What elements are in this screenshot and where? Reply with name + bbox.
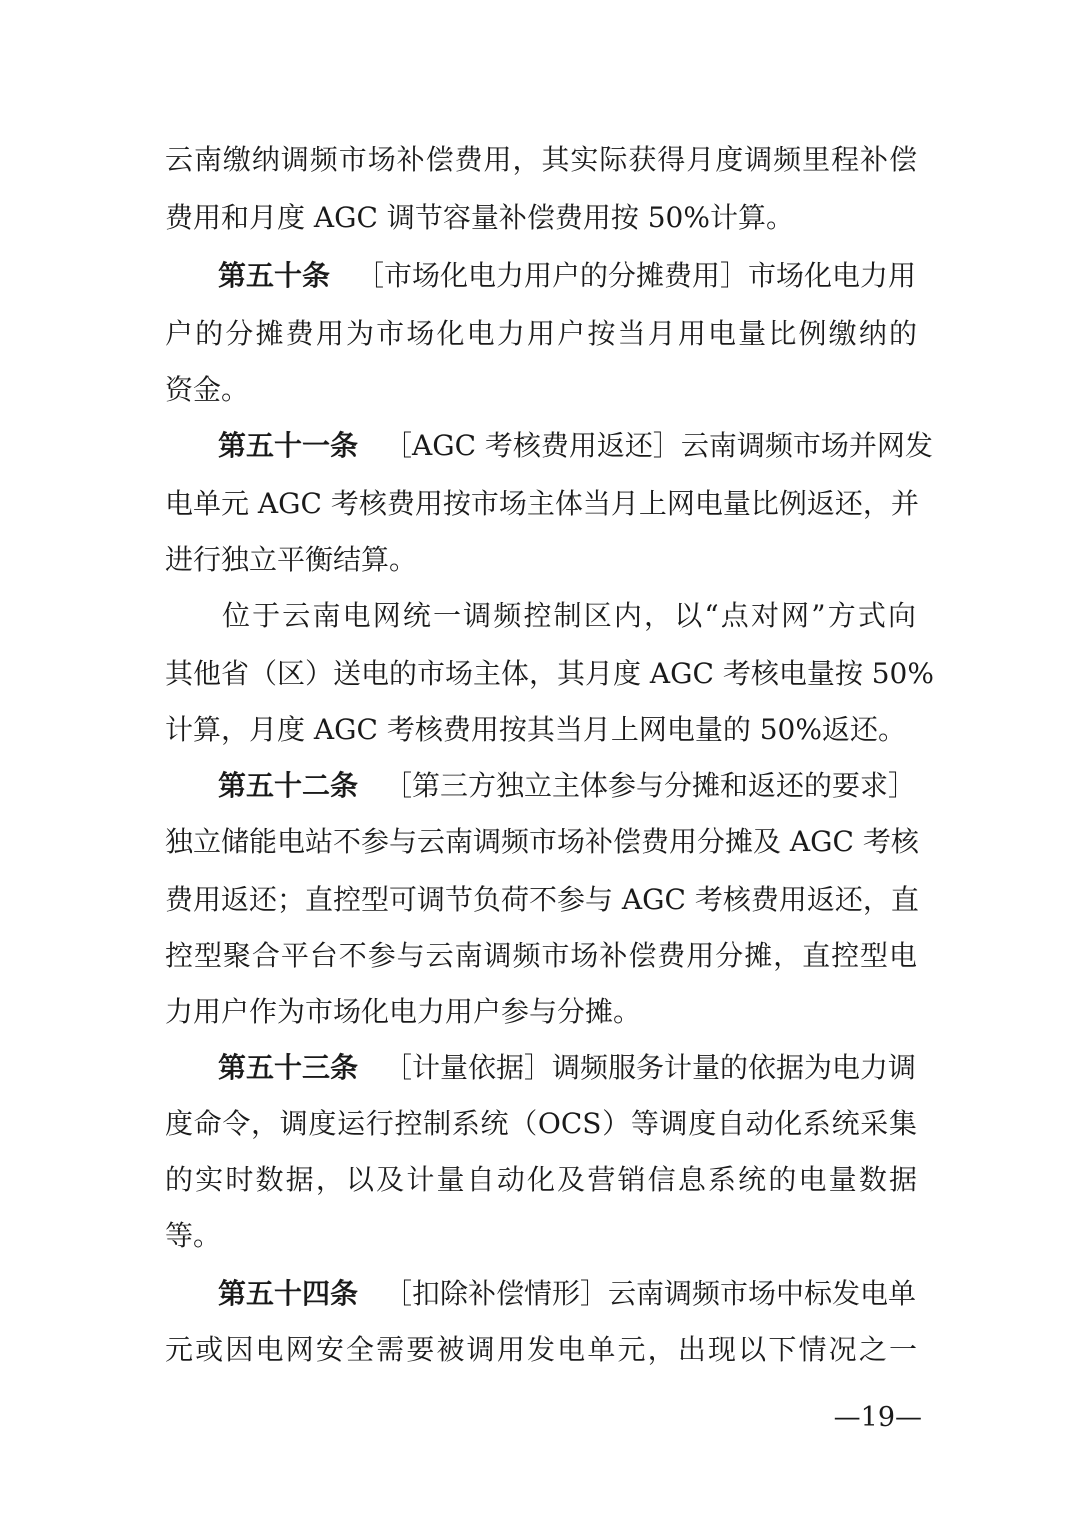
paragraph-line: 其他省（区）送电的市场主体，其月度 AGC 考核电量按 50% <box>165 657 934 690</box>
article-50-heading: 第五十条 ［市场化电力用户的分摊费用］市场化电力用 <box>218 259 917 292</box>
paragraph-line: 费用返还；直控型可调节负荷不参与 AGC 考核费用返还，直 <box>165 883 919 916</box>
page-number: —19— <box>833 1402 922 1433</box>
article-number: 第五十三条 <box>218 1051 359 1084</box>
article-53-heading: 第五十三条 ［计量依据］调频服务计量的依据为电力调 <box>218 1051 917 1084</box>
paragraph-line: 等。 <box>165 1219 222 1252</box>
article-number: 第五十一条 <box>218 429 359 462</box>
paragraph-line: 独立储能电站不参与云南调频市场补偿费用分摊及 AGC 考核 <box>165 825 919 858</box>
paragraph-line: 的实时数据，以及计量自动化及营销信息系统的电量数据 <box>165 1163 917 1196</box>
paragraph-line: 度命令，调度运行控制系统（OCS）等调度自动化系统采集 <box>165 1107 917 1140</box>
article-number: 第五十四条 <box>218 1277 359 1310</box>
paragraph-line: 位于云南电网统一调频控制区内，以“点对网”方式向 <box>222 599 916 632</box>
paragraph-line: 元或因电网安全需要被调用发电单元，出现以下情况之一 <box>165 1333 917 1366</box>
paragraph-line: 户的分摊费用为市场化电力用户按当月用电量比例缴纳的 <box>165 317 917 350</box>
paragraph-line: 力用户作为市场化电力用户参与分摊。 <box>165 995 642 1028</box>
article-52-heading: 第五十二条 ［第三方独立主体参与分摊和返还的要求］ <box>218 769 917 802</box>
article-54-heading: 第五十四条 ［扣除补偿情形］云南调频市场中标发电单 <box>218 1277 917 1310</box>
paragraph-line: 费用和月度 AGC 调节容量补偿费用按 50%计算。 <box>165 201 794 234</box>
paragraph-line: 云南缴纳调频市场补偿费用，其实际获得月度调频里程补偿 <box>165 143 917 176</box>
paragraph-line: 资金。 <box>165 373 250 406</box>
article-51-heading: 第五十一条 ［AGC 考核费用返还］云南调频市场并网发 <box>218 429 933 462</box>
article-number: 第五十条 <box>218 259 331 292</box>
paragraph-line: 电单元 AGC 考核费用按市场主体当月上网电量比例返还，并 <box>165 487 919 520</box>
paragraph-line: 进行独立平衡结算。 <box>165 543 418 576</box>
paragraph-line: 计算，月度 AGC 考核费用按其当月上网电量的 50%返还。 <box>165 713 906 746</box>
paragraph-line: 控型聚合平台不参与云南调频市场补偿费用分摊，直控型电 <box>165 939 917 972</box>
article-number: 第五十二条 <box>218 769 359 802</box>
